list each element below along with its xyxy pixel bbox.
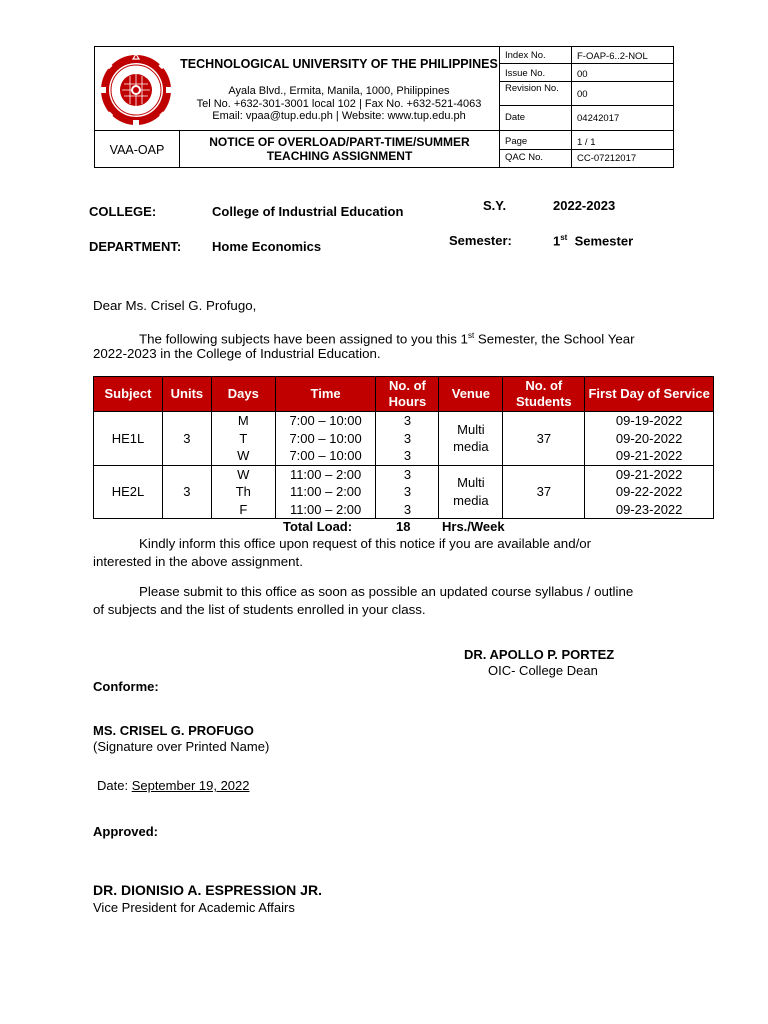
cell-hours: 3 3 3 — [376, 412, 439, 466]
approved-label: Approved: — [93, 824, 158, 839]
cell-students: 37 — [503, 412, 585, 466]
col-header-students: No. of Students — [503, 377, 585, 412]
total-load-value: 18 — [396, 519, 411, 534]
meta-value-date: 04242017 — [577, 113, 620, 124]
col-header-days: Days — [211, 377, 275, 412]
faculty-note: (Signature over Printed Name) — [93, 739, 270, 754]
semester-label: Semester: — [449, 233, 512, 248]
para3-line-2: of subjects and the list of students enrolled in your class. — [93, 602, 426, 617]
intro-line-2: 2022-2023 in the College of Industrial Education. — [93, 346, 381, 361]
cell-hours: 3 3 3 — [376, 465, 439, 519]
cell-first-days: 09-19-2022 09-20-2022 09-21-2022 — [585, 412, 714, 466]
total-load-unit: Hrs./Week — [442, 519, 505, 534]
cell-subject: HE1L — [94, 412, 163, 466]
meta-label-page: Page — [505, 136, 528, 147]
address: Ayala Blvd., Ermita, Manila, 1000, Philippines — [228, 85, 450, 97]
sy-value: 2022-2023 — [553, 198, 616, 213]
cell-venue: Multi media — [439, 412, 503, 466]
cell-days: W Th F — [211, 465, 275, 519]
meta-label-index: Index No. — [505, 50, 546, 61]
meta-label-qac: QAC No. — [505, 152, 544, 163]
col-header-units: Units — [162, 377, 211, 412]
conforme-label: Conforme: — [93, 679, 159, 694]
cell-times: 7:00 – 10:00 7:00 – 10:00 7:00 – 10:00 — [275, 412, 376, 466]
col-header-first-day: First Day of Service — [585, 377, 714, 412]
para3-line-1: Please submit to this office as soon as possible an updated course syllabus / outline — [139, 584, 634, 599]
intro-line-1: The following subjects have been assigned to you this 1st Semester, the School Year — [139, 331, 635, 347]
dean-name: DR. APOLLO P. PORTEZ — [464, 647, 615, 662]
vp-title: Vice President for Academic Affairs — [93, 900, 295, 915]
para2-line-1: Kindly inform this office upon request of this notice if you are available and/or — [139, 536, 592, 551]
salutation: Dear Ms. Crisel G. Profugo, — [93, 298, 257, 313]
col-header-hours: No. of Hours — [376, 377, 439, 412]
assignment-table — [93, 376, 714, 519]
meta-value-issue: 00 — [577, 69, 588, 80]
date-label: Date: — [97, 778, 132, 793]
table-row — [94, 412, 714, 466]
dean-title: OIC- College Dean — [488, 663, 598, 678]
sy-label: S.Y. — [483, 198, 507, 213]
department-value: Home Economics — [212, 239, 322, 254]
phone: Tel No. +632-301-3001 local 102 | Fax No. +632-521-4063 — [196, 97, 482, 110]
cell-units: 3 — [162, 465, 211, 519]
col-header-venue: Venue — [439, 377, 503, 412]
cell-venue: Multi media — [439, 465, 503, 519]
department-label: DEPARTMENT: — [89, 239, 182, 254]
cell-times: 11:00 – 2:00 11:00 – 2:00 11:00 – 2:00 — [275, 465, 376, 519]
cell-days: M T W — [211, 412, 275, 466]
total-load-label: Total Load: — [283, 519, 353, 534]
cell-students: 37 — [503, 465, 585, 519]
cell-first-days: 09-21-2022 09-22-2022 09-23-2022 — [585, 465, 714, 519]
notice-title: NOTICE OF OVERLOAD/PART-TIME/SUMMER TEACHING ASSIGNMENT — [209, 135, 470, 163]
meta-value-index: F-OAP-6..2-NOL — [577, 51, 648, 62]
table-row — [94, 465, 714, 519]
cell-subject: HE2L — [94, 465, 163, 519]
date-line — [97, 778, 250, 793]
semester-value: 1st Semester — [553, 233, 634, 249]
document-header — [94, 46, 674, 168]
table-header-row — [94, 377, 714, 412]
meta-value-qac: CC-07212017 — [577, 153, 637, 164]
vp-name: DR. DIONISIO A. ESPRESSION JR. — [93, 882, 322, 898]
college-label: COLLEGE: — [89, 204, 157, 219]
meta-value-page: 1 / 1 — [577, 137, 596, 148]
date-value: September 19, 2022 — [131, 778, 250, 793]
university-contact — [179, 85, 499, 123]
meta-label-revision: Revision No. — [505, 83, 559, 94]
para2-line-2: interested in the above assignment. — [93, 554, 303, 569]
meta-label-date: Date — [505, 112, 526, 123]
email-website: Email: vpaa@tup.edu.ph | Website: www.tup.edu.ph — [212, 110, 466, 122]
meta-label-issue: Issue No. — [505, 68, 546, 79]
office-code: VAA-OAP — [109, 142, 165, 157]
university-seal-icon — [99, 53, 173, 127]
cell-units: 3 — [162, 412, 211, 466]
college-value: College of Industrial Education — [212, 204, 404, 219]
col-header-subject: Subject — [94, 377, 163, 412]
faculty-name: MS. CRISEL G. PROFUGO — [93, 723, 254, 738]
university-name: TECHNOLOGICAL UNIVERSITY OF THE PHILIPPINES — [180, 57, 498, 71]
meta-value-revision: 00 — [577, 89, 588, 100]
col-header-time: Time — [275, 377, 376, 412]
